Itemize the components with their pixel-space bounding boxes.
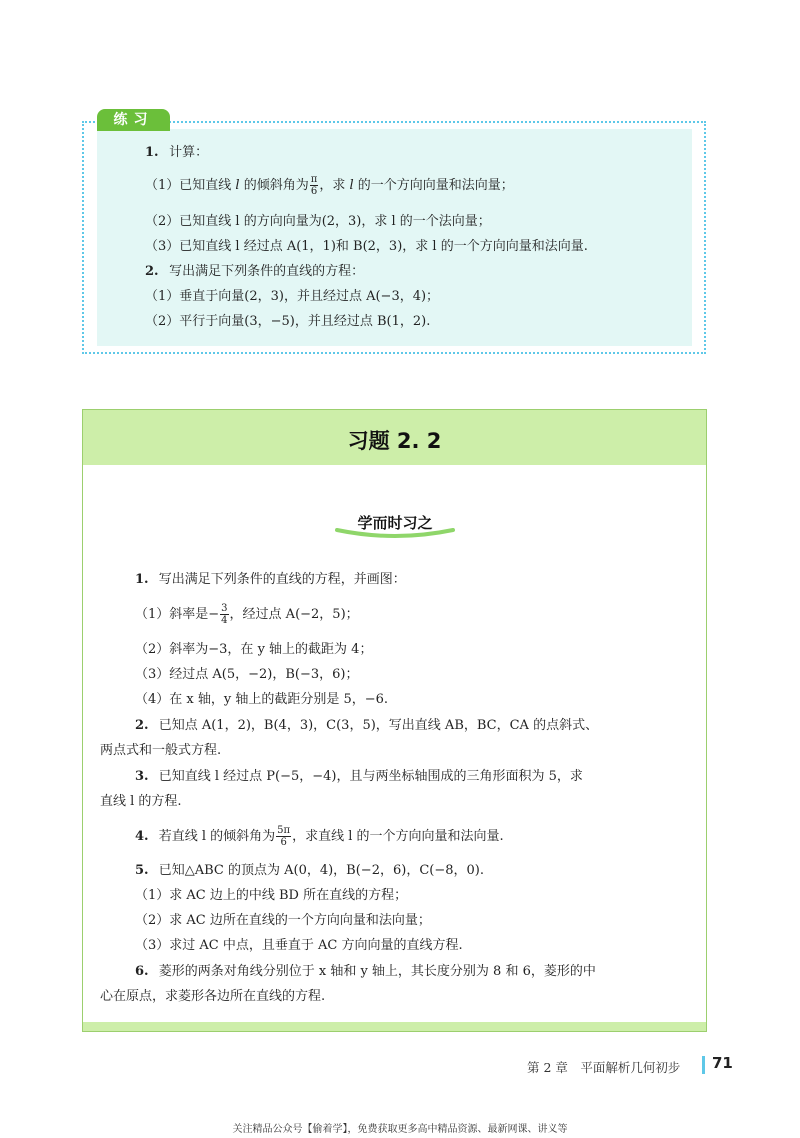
exercise-6-text: 菱形的两条对角线分别位于 x 轴和 y 轴上，其长度分别为 8 和 6，菱形的中 — [158, 964, 596, 979]
practice-q1-1-var: l — [235, 178, 240, 193]
fraction-denominator: 6 — [310, 186, 318, 197]
exercise-3-text: 已知直线 l 经过点 P(−5，−4)，且与两坐标轴围成的三角形面积为 5，求 — [158, 769, 583, 784]
exercise-5-2: （2）求 AC 边所在直线的一个方向向量和法向量； — [135, 913, 431, 928]
exercise-2-line2: 两点式和一般式方程. — [100, 743, 222, 758]
exercise-5-label: 5. — [135, 863, 149, 878]
exercise-5 — [135, 861, 484, 881]
practice-q1-1 — [145, 174, 514, 197]
practice-q1-1-fraction — [310, 174, 319, 197]
practice-q1-label: 1. — [145, 145, 159, 160]
exercise-title: 习题 2. 2 — [347, 429, 442, 453]
exercise-2-line1 — [135, 716, 598, 736]
practice-q1-1-pre: （1）已知直线 — [145, 178, 232, 193]
exercise-2-label: 2. — [135, 718, 149, 733]
exercise-4-pre: 若直线 l 的倾斜角为 — [158, 829, 276, 844]
exercise-5-text: 已知△ABC 的顶点为 A(0，4)，B(−2，6)，C(−8，0). — [158, 863, 484, 878]
exercise-1-4: （4）在 x 轴，y 轴上的截距分别是 5，−6. — [135, 692, 389, 707]
exercise-1-1-post: ，经过点 A(−2，5)； — [229, 607, 359, 622]
exercise-1-1-pre: （1）斜率是− — [135, 607, 220, 622]
exercise-4-post: ，求直线 l 的一个方向向量和法向量. — [292, 829, 504, 844]
practice-q1-1-post: ，求 — [319, 178, 346, 193]
practice-q1-1-var2: l — [349, 178, 354, 193]
exercise-4 — [135, 825, 504, 848]
practice-q2-1: （1）垂直于向量(2，3)，并且经过点 A(−3，4)； — [145, 289, 440, 304]
exercise-subtitle: 学而时习之 — [357, 514, 433, 532]
practice-q1-3: （3）已知直线 l 经过点 A(1，1)和 B(2，3)，求 l 的一个方向向量和法向量. — [145, 239, 588, 254]
page-number: 71 — [712, 1054, 733, 1072]
practice-q1-1-mid: 的倾斜角为 — [243, 178, 309, 193]
exercise-6-line2: 心在原点，求菱形各边所在直线的方程. — [100, 989, 326, 1004]
practice-q2-label: 2. — [145, 264, 159, 279]
practice-q2-2: （2）平行于向量(3，−5)，并且经过点 B(1，2). — [145, 314, 431, 329]
exercise-3-line1 — [135, 767, 583, 787]
watermark-text: 关注精品公众号【偷着学】，免费获取更多高中精品资源、最新网课、讲义等 — [232, 1124, 568, 1135]
exercise-6-line1 — [135, 962, 596, 982]
chapter-label: 第 2 章 平面解析几何初步 — [527, 1060, 681, 1075]
exercise-4-fraction — [276, 825, 291, 848]
exercise-5-1: （1）求 AC 边上的中线 BD 所在直线的方程； — [135, 888, 408, 903]
exercise-3-label: 3. — [135, 769, 149, 784]
exercise-1-text: 写出满足下列条件的直线的方程，并画图： — [158, 572, 406, 587]
fraction-numerator: 5π — [277, 825, 291, 836]
practice-q1-2: （2）已知直线 l 的方向向量为(2，3)，求 l 的一个法向量； — [145, 214, 491, 229]
exercise-bottom-band — [83, 1022, 706, 1031]
exercise-1-2: （2）斜率为−3，在 y 轴上的截距为 4； — [135, 642, 373, 657]
exercise-4-label: 4. — [135, 829, 149, 844]
subtitle-swoosh-decoration — [335, 526, 455, 540]
exercise-3-line2: 直线 l 的方程. — [100, 794, 182, 809]
exercise-6-label: 6. — [135, 964, 149, 979]
practice-tab: 练习 — [97, 109, 170, 131]
exercise-2-text: 已知点 A(1，2)，B(4，3)，C(3，5)，写出直线 AB，BC，CA 的点斜式、 — [158, 718, 599, 733]
fraction-numerator: π — [310, 174, 318, 185]
fraction-numerator: 3 — [221, 603, 228, 614]
practice-q2 — [145, 262, 364, 282]
exercise-1-1-fraction — [220, 603, 228, 626]
fraction-denominator: 6 — [280, 837, 287, 848]
practice-q1-text: 计算： — [169, 145, 209, 160]
exercise-1-1 — [135, 603, 359, 626]
exercise-1-label: 1. — [135, 572, 149, 587]
page-divider-bar — [702, 1056, 705, 1074]
exercise-1-3: （3）经过点 A(5，−2)，B(−3，6)； — [135, 667, 359, 682]
fraction-denominator: 4 — [221, 615, 228, 626]
practice-q1-1-end: 的一个方向向量和法向量； — [357, 178, 514, 193]
exercise-1 — [135, 570, 406, 590]
exercise-5-3: （3）求过 AC 中点，且垂直于 AC 方向向量的直线方程. — [135, 938, 463, 953]
practice-q2-text: 写出满足下列条件的直线的方程： — [169, 264, 365, 279]
practice-q1 — [145, 143, 208, 163]
